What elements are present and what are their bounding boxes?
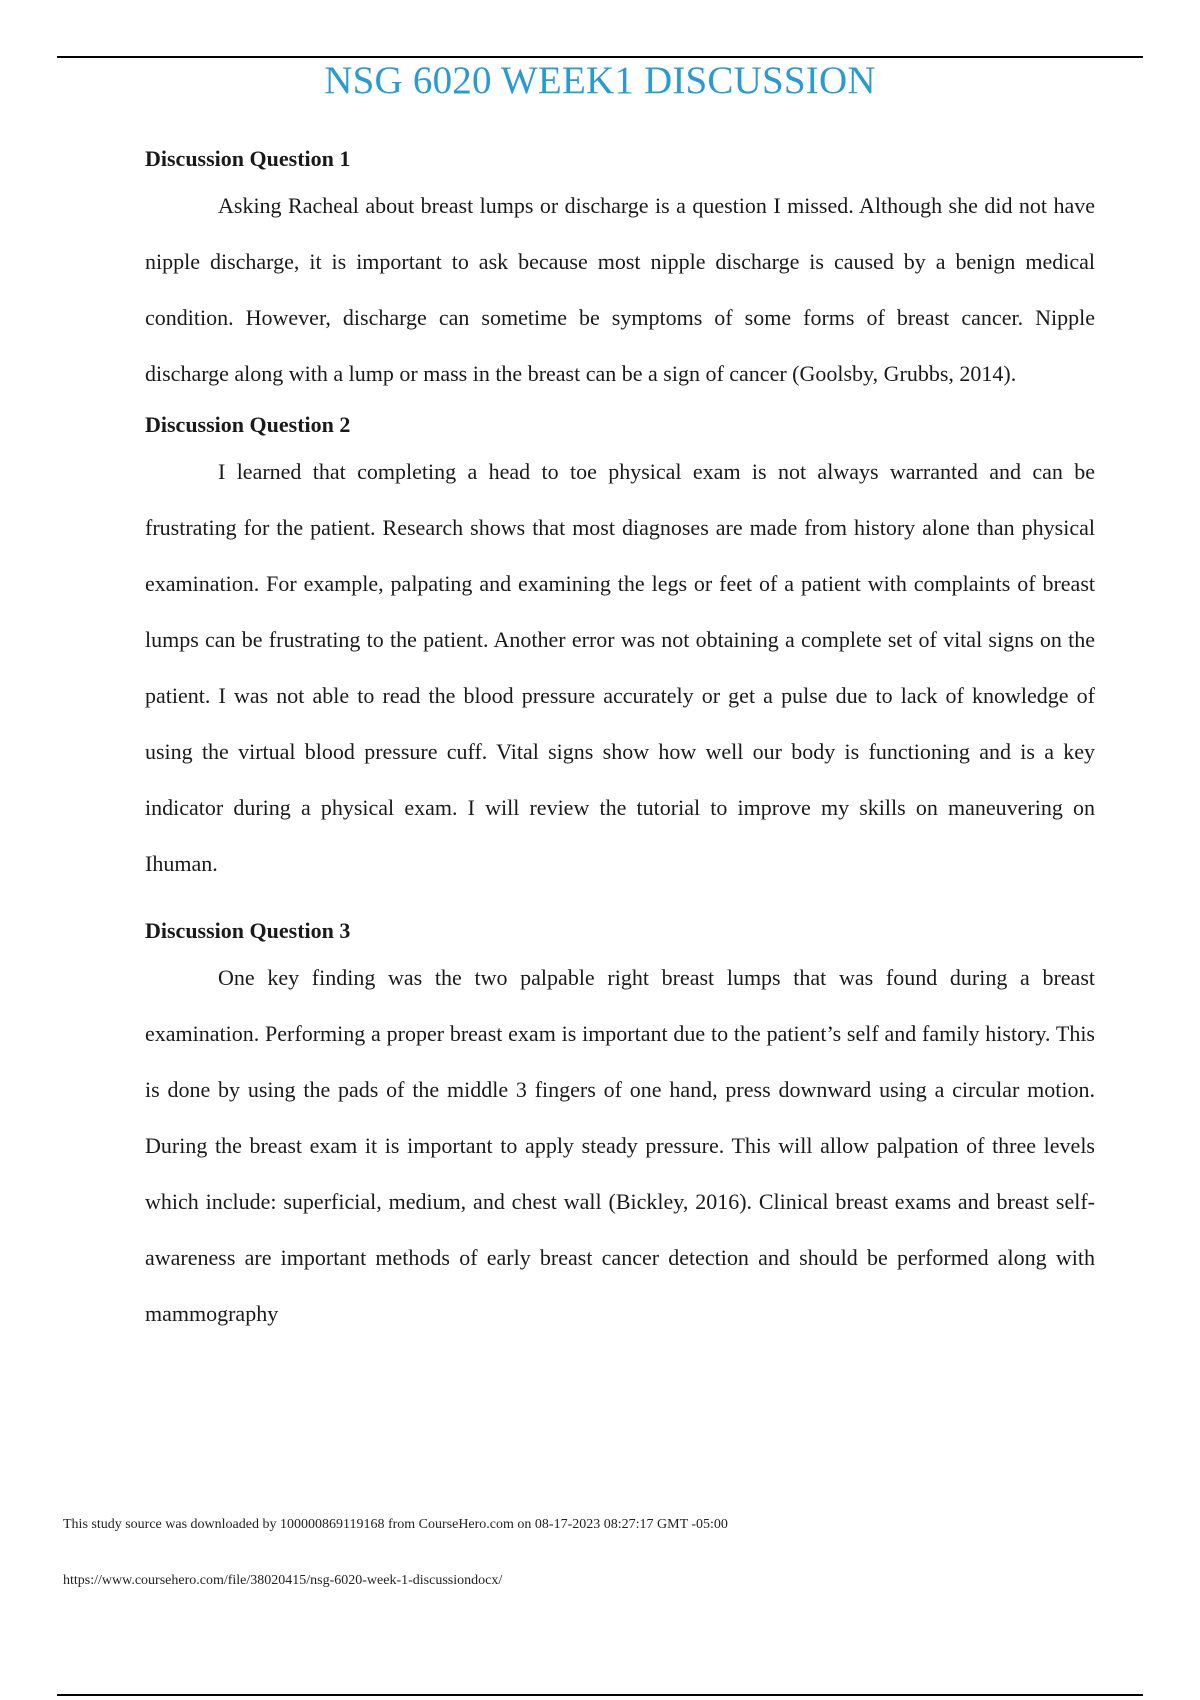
discussion-question-1	[145, 140, 1095, 402]
source-url[interactable]: https://www.coursehero.com/file/38020415/nsg-6020-week-1-discussiondocx/	[63, 1573, 503, 1588]
question-1-heading: Discussion Question 1	[145, 146, 351, 171]
discussion-question-3	[145, 912, 1095, 1342]
question-2-body: I learned that completing a head to toe physical exam is not always warranted and can be frustrating for the patient. Research shows that most diagnoses are made from history alone than physical examination. For example, palpating and examining the legs or feet of a patient with complaints of breast lumps can be frustrating to the patient. Another error was not obtaining a complete set of vital signs on the patient. I was not able to read the blood pressure accurately or get a pulse due to lack of knowledge of using the virtual blood pressure cuff. Vital signs show how well our body is functioning and is a key indicator during a physical exam. I will review the tutorial to improve my skills on maneuvering on Ihuman.	[145, 459, 1095, 876]
download-notice: This study source was downloaded by 100000869119168 from CourseHero.com on 08-17-2023 08:27:17 GMT -05:00	[63, 1517, 728, 1532]
question-3-heading: Discussion Question 3	[145, 918, 351, 943]
discussion-question-2	[145, 406, 1095, 892]
question-1-body: Asking Racheal about breast lumps or discharge is a question I missed. Although she did not have nipple discharge, it is important to ask because most nipple discharge is caused by a benign medical condition. However, discharge can sometime be symptoms of some forms of breast cancer. Nipple discharge along with a lump or mass in the breast can be a sign of cancer (Goolsby, Grubbs, 2014).	[145, 193, 1095, 386]
question-3-body: One key finding was the two palpable right breast lumps that was found during a breast examination. Performing a proper breast exam is important due to the patient’s self and family history. This is done by using the pads of the middle 3 fingers of one hand, press downward using a circular motion. During the breast exam it is important to apply steady pressure. This will allow palpation of three levels which include: superficial, medium, and chest wall (Bickley, 2016). Clinical breast exams and breast self-awareness are important methods of early breast cancer detection and should be performed along with mammography	[145, 965, 1095, 1326]
question-2-heading: Discussion Question 2	[145, 412, 351, 437]
document-body	[145, 140, 1095, 1346]
document-title: NSG 6020 WEEK1 DISCUSSION	[324, 59, 876, 102]
bottom-rule	[57, 1694, 1143, 1696]
